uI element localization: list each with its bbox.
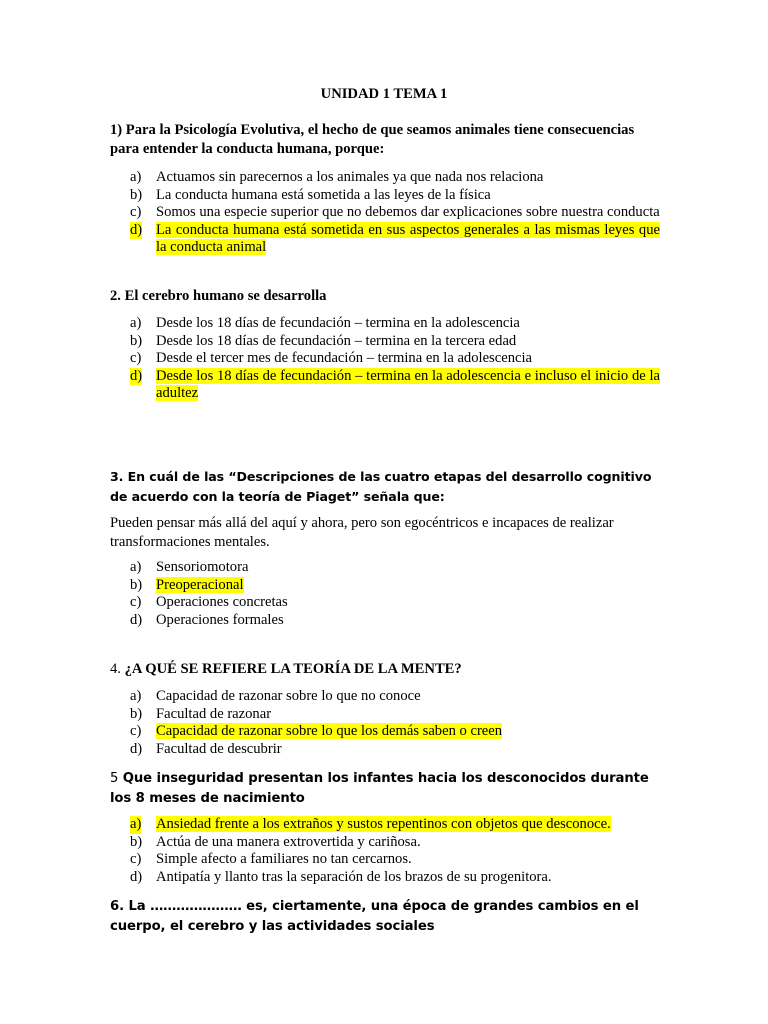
list-item <box>110 204 660 222</box>
option-text: Facultad de descubrir <box>156 740 282 757</box>
option-letter: b) <box>130 186 143 203</box>
question-4-options <box>110 688 660 758</box>
question-1-prompt: 1) Para la Psicología Evolutiva, el hecho de que seamos animales tiene consecuencias para entender la conducta humana, porque: <box>110 122 635 157</box>
question-3-options <box>110 559 660 629</box>
option-letter: d) <box>130 611 143 628</box>
option-text: Antipatía y llanto tras la separación de los brazos de su progenitora. <box>156 868 552 885</box>
question-text: Que inseguridad presentan los infantes hacia los desconocidos durante los 8 meses de nacimiento <box>110 771 649 806</box>
option-letter: b) <box>130 833 143 850</box>
option-text: Somos una especie superior que no debemos dar explicaciones sobre nuestra conducta <box>156 204 660 220</box>
option-letter: b) <box>130 332 143 349</box>
list-item <box>110 559 660 577</box>
question-1-options <box>110 169 660 257</box>
option-text: Facultad de razonar <box>156 705 272 722</box>
option-text: Desde los 18 días de fecundación – termina en la tercera edad <box>156 332 517 349</box>
option-letter: d) <box>130 868 143 885</box>
list-item <box>110 612 660 630</box>
option-letter: c) <box>130 723 142 739</box>
option-text: Sensoriomotora <box>156 559 249 575</box>
list-item <box>110 706 660 724</box>
list-item <box>110 333 660 351</box>
question-5-prompt <box>110 769 660 809</box>
option-letter: a) <box>130 169 142 185</box>
option-letter: b) <box>130 705 143 722</box>
list-item <box>110 834 660 852</box>
option-text: La conducta humana está sometida a las leyes de la física <box>156 186 491 203</box>
question-4-prompt <box>110 660 660 679</box>
list-item <box>110 222 660 257</box>
question-5-options <box>110 816 660 886</box>
option-text: Operaciones concretas <box>156 594 288 610</box>
question-6-prompt: 6. La ………………… es, ciertamente, una época de grandes cambios en el cuerpo, el cerebro y las actividades sociales <box>110 899 639 934</box>
list-item <box>110 350 660 368</box>
question-2-prompt: 2. El cerebro humano se desarrolla <box>110 288 327 304</box>
option-letter: c) <box>130 851 142 867</box>
option-text: Simple afecto a familiares no tan cercarnos. <box>156 851 412 867</box>
option-letter: c) <box>130 350 142 366</box>
list-item <box>110 851 660 869</box>
option-letter: d) <box>130 740 143 757</box>
question-number: 5 <box>110 771 119 786</box>
option-letter: a) <box>130 559 142 575</box>
option-letter: d) <box>130 221 143 238</box>
option-text: Desde el tercer mes de fecundación – termina en la adolescencia <box>156 350 533 366</box>
list-item <box>110 816 660 834</box>
list-item <box>110 169 660 187</box>
highlighted-answer: La conducta humana está sometida en sus aspectos generales a las mismas leyes que la conducta animal <box>156 221 660 255</box>
option-letter: a) <box>130 816 142 832</box>
option-letter: a) <box>130 315 142 331</box>
option-letter: c) <box>130 594 142 610</box>
option-text: Actuamos sin parecernos a los animales ya que nada nos relaciona <box>156 169 544 185</box>
highlighted-answer: Capacidad de razonar sobre lo que los demás saben o creen <box>156 723 503 739</box>
list-item <box>110 869 660 887</box>
question-text: En cuál de las “Descripciones de las cuatro etapas del desarrollo cognitivo de acuerdo con la teoría de Piaget” señala que: <box>110 469 652 504</box>
option-letter: d) <box>130 367 143 384</box>
question-number: 3. <box>110 469 124 484</box>
option-text: Actúa de una manera extrovertida y cariñosa. <box>156 833 421 850</box>
option-text: Operaciones formales <box>156 611 284 628</box>
option-letter: b) <box>130 576 143 593</box>
list-item <box>110 187 660 205</box>
list-item <box>110 723 660 741</box>
question-number: 4. <box>110 661 121 677</box>
option-letter: c) <box>130 204 142 220</box>
question-3-stem: Pueden pensar más allá del aquí y ahora, pero son egocéntricos e incapaces de realizar transformaciones mentales. <box>110 515 614 550</box>
list-item <box>110 741 660 759</box>
highlighted-answer: Desde los 18 días de fecundación – termina en la adolescencia e incluso el inicio de la adultez <box>156 367 660 401</box>
list-item <box>110 315 660 333</box>
list-item <box>110 594 660 612</box>
highlighted-answer: Ansiedad frente a los extraños y sustos repentinos con objetos que desconoce. <box>156 816 611 832</box>
question-3-prompt <box>110 467 660 507</box>
question-2-options <box>110 315 660 403</box>
option-letter: a) <box>130 688 142 704</box>
list-item <box>110 688 660 706</box>
highlighted-answer: Preoperacional <box>156 576 244 593</box>
list-item <box>110 368 660 403</box>
page-title: UNIDAD 1 TEMA 1 <box>320 86 448 102</box>
option-text: Desde los 18 días de fecundación – termina en la adolescencia <box>156 315 520 331</box>
list-item <box>110 577 660 595</box>
option-text: Capacidad de razonar sobre lo que no conoce <box>156 688 421 704</box>
question-text: ¿A QUÉ SE REFIERE LA TEORÍA DE LA MENTE? <box>124 661 462 677</box>
